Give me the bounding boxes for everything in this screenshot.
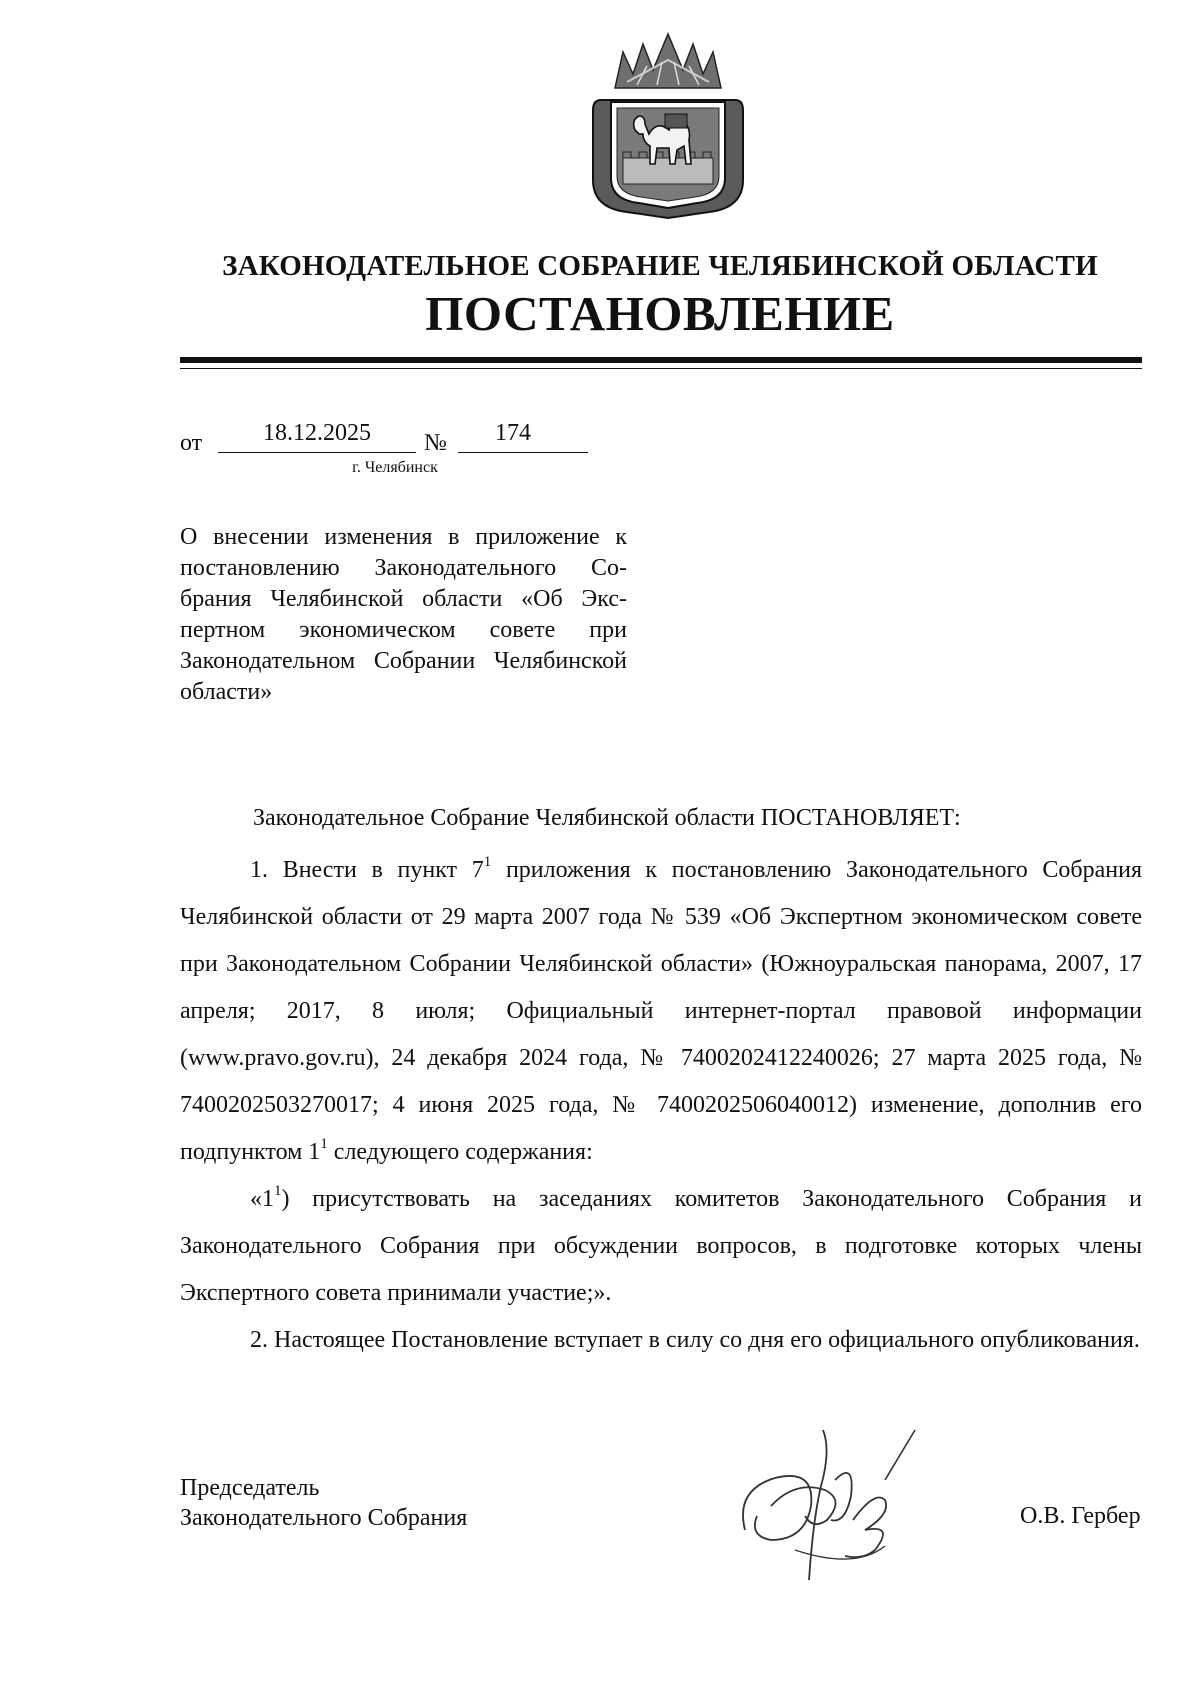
paragraph-1-part-b: приложения к постановлению Законодательного Собрания Челябинской области от 29 марта 2007 года № 539 «Об Экспертном экономическом совете при Законодательном Собрании Челябинской области» (Южноуральская панорама, 2007, 17 апреля; 2017, 8 июля; Официальный интернет-портал правовой информации (www.pravo.gov.ru), 24 декабря 2024 года, № 7400202412240026; 27 марта 2025 года, № 7400202503270017; 4 июня 2025 года, № 7400202506040012) изменение, дополнив его подпунктом 1	[180, 857, 1143, 1165]
document-date: 18.12.2025	[263, 420, 371, 446]
city-label: г. Челябинск	[352, 459, 438, 476]
header-rule-thin	[180, 368, 1142, 369]
signer-position-line-1: Председатель	[180, 1475, 320, 1501]
signer-name: О.В. Гербер	[1020, 1503, 1141, 1529]
signer-position	[180, 1473, 467, 1533]
superscript: 1	[320, 1136, 328, 1152]
header-rule-thick	[180, 357, 1142, 363]
document-subject: О внесении изменения в приложение к постановлению Законодательного Собрания Челябинской области «Об Экспертном экономическом совете при Законодательном Собрании Челябинской области»	[180, 524, 627, 705]
superscript: 1	[483, 854, 492, 870]
document-type: ПОСТАНОВЛЕНИЕ	[425, 286, 895, 341]
paragraph-1-part-c: следующего содержания:	[327, 1139, 593, 1165]
paragraph-2: 2. Настоящее Постановление вступает в силу со дня его официального опубликования.	[250, 1327, 1140, 1353]
handwritten-signature-icon	[735, 1420, 965, 1590]
superscript: 1	[274, 1183, 282, 1199]
from-label: от	[180, 430, 203, 456]
number-underline	[458, 452, 588, 453]
quote-part-b: ) присутствовать на заседаниях комитетов Законодательного Собрания и Законодательного Собрания при обсуждении вопросов, в подготовке которых члены Экспертного совета принимали участие;».	[180, 1186, 1142, 1306]
document-body	[180, 795, 1142, 1364]
chelyabinsk-coat-of-arms-icon	[587, 30, 749, 220]
signer-position-line-2: Законодательного Собрания	[180, 1505, 468, 1531]
paragraph-1-part-a: 1. Внести в пункт 7	[250, 857, 484, 883]
date-underline	[218, 452, 416, 453]
paragraph-1	[180, 847, 1142, 1176]
number-label: №	[424, 430, 447, 456]
document-number: 174	[495, 420, 531, 446]
quote-part-a: «1	[250, 1186, 274, 1212]
organization-title: ЗАКОНОДАТЕЛЬНОЕ СОБРАНИЕ ЧЕЛЯБИНСКОЙ ОБЛАСТИ	[222, 250, 1098, 282]
quoted-subitem	[180, 1176, 1142, 1317]
preamble: Законодательное Собрание Челябинской области ПОСТАНОВЛЯЕТ:	[253, 805, 961, 831]
